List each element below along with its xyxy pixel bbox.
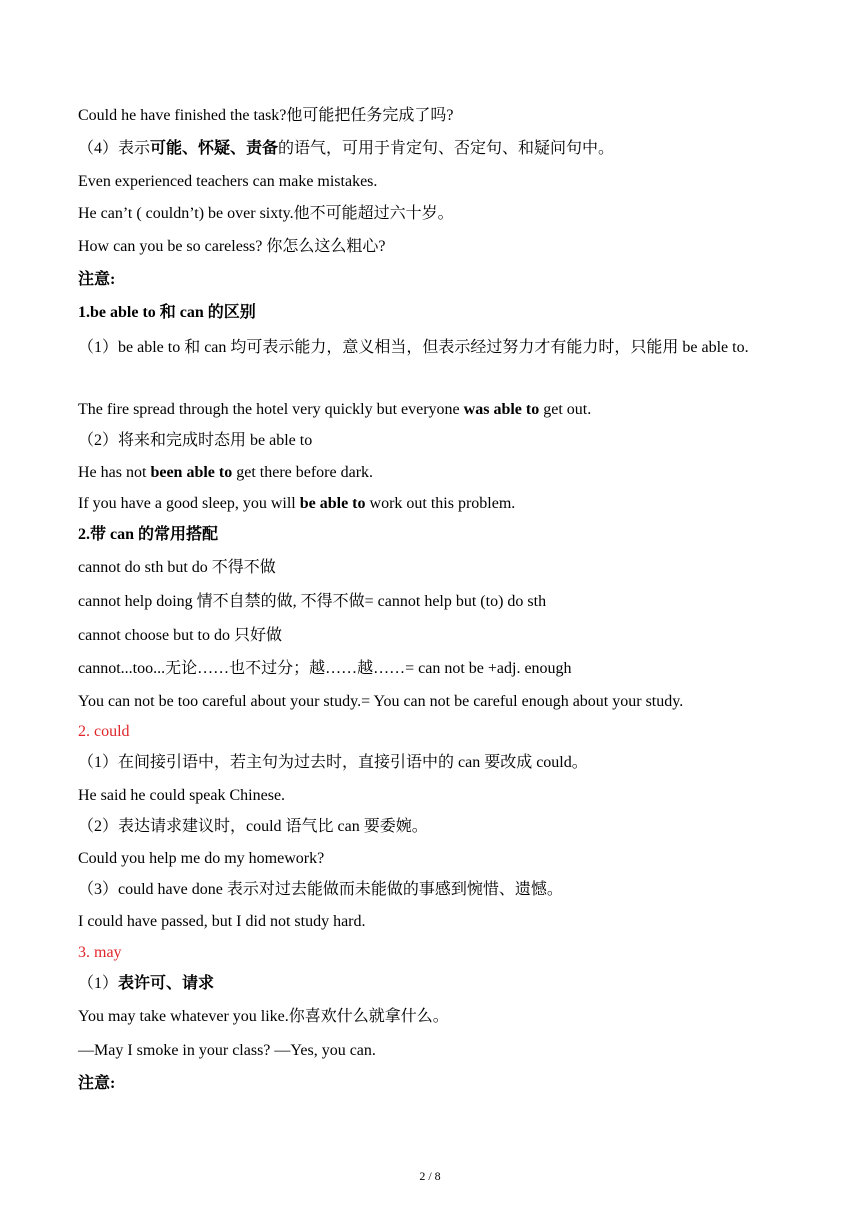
bold-span: 表许可、请求 bbox=[118, 975, 215, 992]
text-span: If you have a good sleep, you will bbox=[78, 495, 300, 512]
text-line: Could he have finished the task?他可能把任务完成了吗? bbox=[78, 107, 454, 124]
text-span: The fire spread through the hotel very quickly but everyone bbox=[78, 401, 464, 418]
text-line: cannot do sth but do 不得不做 bbox=[78, 559, 276, 576]
text-line: He said he could speak Chinese. bbox=[78, 787, 286, 804]
text-line: —May I smoke in your class? —Yes, you can. bbox=[78, 1042, 376, 1059]
text-paragraph: （1）be able to 和 can 均可表示能力，意义相当，但表示经过努力才有能力时，只能用 be able to. bbox=[78, 339, 749, 356]
text-line: You may take whatever you like.你喜欢什么就拿什么。 bbox=[78, 1008, 449, 1025]
text-line: cannot help doing 情不自禁的做, 不得不做= cannot help but (to) do sth bbox=[78, 593, 547, 610]
section-heading: 1.be able to 和 can 的区别 bbox=[78, 304, 256, 321]
text-span: get out. bbox=[539, 401, 592, 418]
text-line: He can’t ( couldn’t) be over sixty.他不可能超过六十岁。 bbox=[78, 205, 454, 222]
text-line: （2）将来和完成时态用 be able to bbox=[78, 432, 313, 449]
text-span: work out this problem. bbox=[365, 495, 516, 512]
text-span: He has not bbox=[78, 464, 151, 481]
text-span: 的语气，可用于肯定句、否定句、和疑问句中。 bbox=[278, 140, 615, 157]
text-line: You can not be too careful about your study.= You can not be careful enough about your study. bbox=[78, 693, 684, 710]
text-line: cannot choose but to do 只好做 bbox=[78, 627, 282, 644]
section-heading-red: 2. could bbox=[78, 723, 130, 740]
text-line: Could you help me do my homework? bbox=[78, 850, 325, 867]
bold-span: be able to bbox=[299, 495, 366, 512]
note-heading: 注意: bbox=[78, 1075, 116, 1092]
text-line-mixed bbox=[78, 493, 790, 515]
bold-span: 可能、怀疑、责备 bbox=[150, 140, 279, 157]
bold-span: was able to bbox=[463, 401, 540, 418]
text-line-mixed bbox=[78, 138, 790, 160]
text-line-mixed bbox=[78, 973, 790, 995]
note-heading: 注意: bbox=[78, 271, 116, 288]
text-line: I could have passed, but I did not study hard. bbox=[78, 913, 366, 930]
section-heading-red: 3. may bbox=[78, 944, 122, 961]
text-line: cannot...too...无论……也不过分；越……越……= can not be +adj. enough bbox=[78, 660, 572, 677]
bold-span: been able to bbox=[150, 464, 233, 481]
text-span: get there before dark. bbox=[232, 464, 374, 481]
text-line: How can you be so careless? 你怎么这么粗心? bbox=[78, 238, 386, 255]
page-number: 2 / 8 bbox=[419, 1169, 441, 1183]
text-span: （1） bbox=[78, 975, 119, 992]
text-line: Even experienced teachers can make mistakes. bbox=[78, 173, 378, 190]
section-heading: 2.带 can 的常用搭配 bbox=[78, 526, 219, 543]
text-line-mixed bbox=[78, 462, 790, 484]
text-line: （1）在间接引语中，若主句为过去时，直接引语中的 can 要改成 could。 bbox=[78, 754, 588, 771]
text-line: （2）表达请求建议时，could 语气比 can 要委婉。 bbox=[78, 818, 428, 835]
text-span: （4）表示 bbox=[78, 140, 151, 157]
text-line-mixed bbox=[78, 399, 790, 421]
text-line: （3）could have done 表示对过去能做而未能做的事感到惋惜、遗憾。 bbox=[78, 881, 563, 898]
